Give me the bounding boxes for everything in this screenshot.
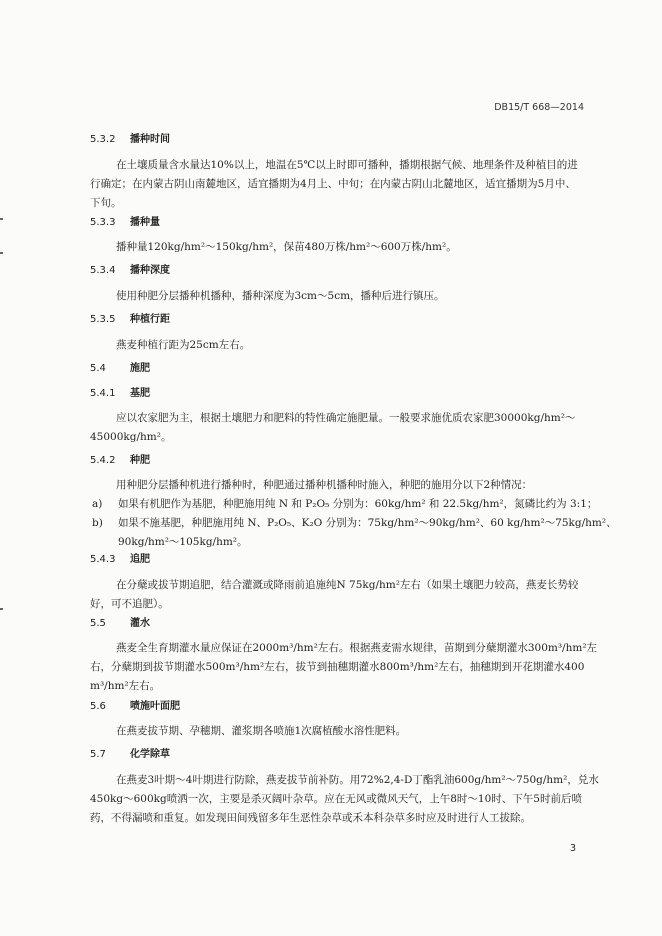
paragraph-line: 下旬。 (90, 197, 122, 209)
list-item: a) 如果有机肥作为基肥，种肥施用纯 N 和 P₂O₅ 分别为：60kg/hm² 和 22.5kg/hm²，氮磷比约为 3:1； (92, 498, 598, 510)
section-heading: 5.4.2 种肥 (90, 455, 150, 466)
paragraph-line: m³/hm²左右。 (90, 680, 161, 692)
section-heading: 5.4.1 基肥 (90, 388, 150, 399)
section-heading: 5.3.2 播种时间 (90, 134, 170, 145)
paragraph-line: 使用种肥分层播种机播种，播种深度为3cm～5cm，播种后进行镇压。 (116, 290, 445, 302)
paragraph-line: 45000kg/hm²。 (90, 431, 172, 443)
paragraph-line: 450kg～600kg喷洒一次，主要是杀灭阔叶杂草。应在无风或微风天气，上午8时～10时、下午5时前后喷 (90, 793, 582, 805)
standard-number: DB15/T 668—2014 (494, 102, 584, 113)
paragraph-line: 在土壤质量含水量达10%以上，地温在5℃以上时即可播种，播期根据气候、地理条件及种植目的进 (116, 159, 578, 171)
paragraph-line: 应以农家肥为主，根据土壤肥力和肥料的特性确定施肥量。一般要求施优质农家肥30000kg/hm²～ (116, 412, 576, 424)
paragraph-line: 药，不得漏喷和重复。如发现田间残留多年生恶性杂草或禾本科杂草多时应及时进行人工拔除。 (90, 812, 531, 824)
section-heading: 5.7 化学除草 (90, 749, 170, 760)
paragraph-line: 在分蘖或拔节期追肥，结合灌溉或降雨前追施纯N 75kg/hm²左右（如果土壤肥力较高，燕麦长势较 (116, 579, 579, 591)
section-heading: 5.4 施肥 (90, 363, 150, 374)
section-heading: 5.3.5 种植行距 (90, 314, 170, 325)
list-item-continuation: 90kg/hm²～105kg/hm²。 (118, 536, 248, 548)
scan-speck (0, 252, 3, 254)
list-item: b) 如果不施基肥，种肥施用纯 N、P₂O₅、K₂O 分别为：75kg/hm²～90kg/hm²、60 kg/hm²～75kg/hm²、 (92, 517, 617, 529)
section-heading: 5.3.4 播种深度 (90, 265, 170, 276)
page-number: 3 (569, 843, 576, 854)
scan-speck (0, 608, 3, 610)
paragraph-line: 行确定；在内蒙古阴山南麓地区，适宜播期为4月上、中旬；在内蒙古阴山北麓地区，适宜播期为5月中、 (90, 178, 576, 190)
paragraph-line: 燕麦种植行距为25cm左右。 (116, 339, 251, 351)
paragraph-line: 右，分蘖期到拔节期灌水500m³/hm²左右，拔节到抽穗期灌水800m³/hm²左右，抽穗期到开花期灌水400 (90, 661, 585, 673)
paragraph-line: 播种量120kg/hm²～150kg/hm²，保苗480万株/hm²～600万株/hm²。 (116, 241, 457, 253)
section-heading: 5.4.3 追肥 (90, 554, 150, 565)
paragraph-line: 用种肥分层播种机进行播种时，种肥通过播种机播种时施入，种肥的施用分以下2种情况： (116, 479, 533, 491)
paragraph-line: 好，可不追肥）。 (90, 598, 169, 610)
section-heading: 5.6 喷施叶面肥 (90, 701, 180, 712)
paragraph-line: 在燕麦拔节期、孕穗期、灌浆期各喷施1次腐植酸水溶性肥料。 (116, 725, 407, 737)
paragraph-line: 燕麦全生育期灌水量应保证在2000m³/hm²左右。根据燕麦需水规律，苗期到分蘖期灌水300m³/hm²左 (116, 642, 598, 654)
section-heading: 5.3.3 播种量 (90, 217, 160, 228)
section-heading: 5.5 灌水 (90, 618, 150, 629)
scan-speck (0, 218, 3, 220)
paragraph-line: 在燕麦3叶期～4叶期进行防除，燕麦拔节前补防。用72%2,4-D丁酯乳油600g/hm²～750g/hm²，兑水 (116, 774, 599, 786)
